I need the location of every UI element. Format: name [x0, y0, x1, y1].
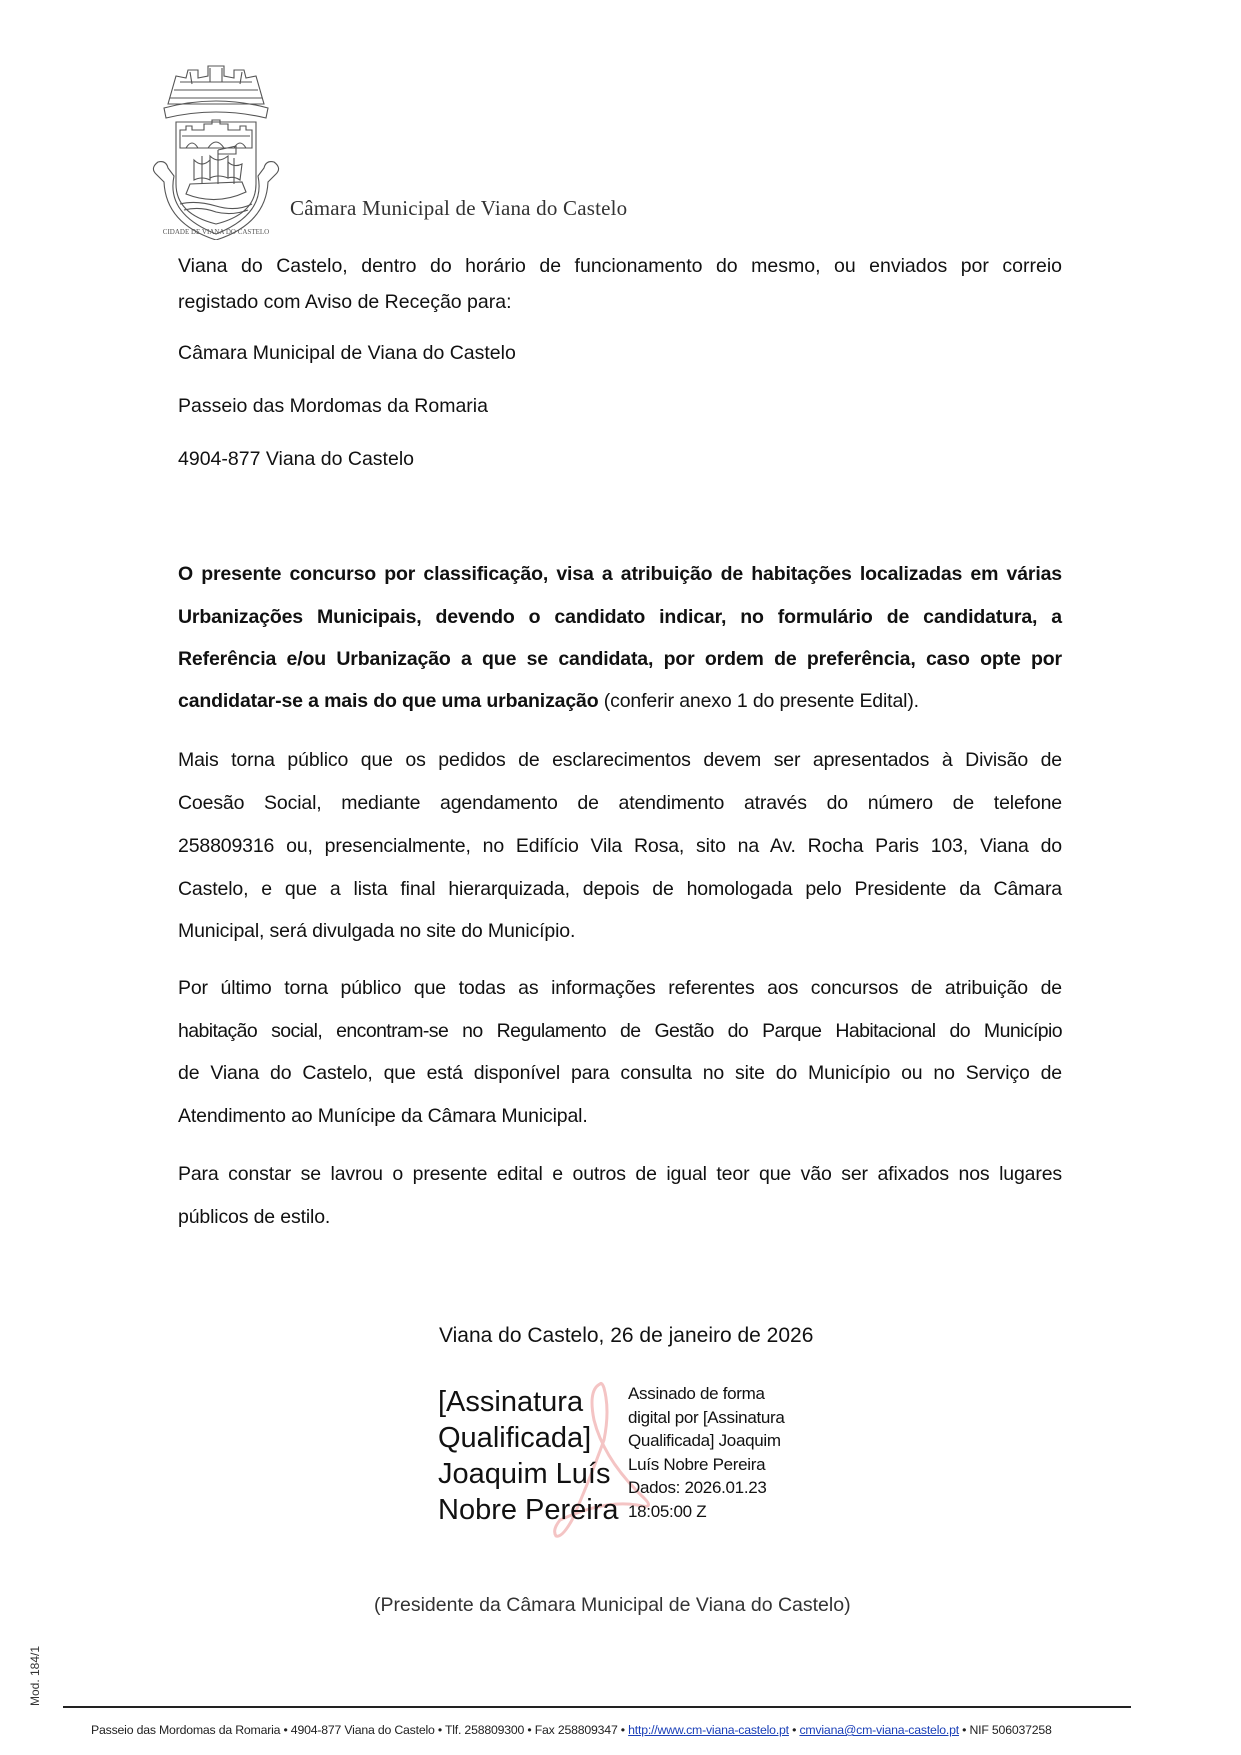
paragraph-line: Urbanizações Municipais, devendo o candidato indicar, no formulário de candidatura, a	[178, 606, 1062, 628]
place-date: Viana do Castelo, 26 de janeiro de 2026	[439, 1324, 814, 1347]
signer-name	[438, 1384, 619, 1528]
footer-separator: •	[788, 1723, 800, 1737]
signature-detail-line: Luís Nobre Pereira	[628, 1454, 766, 1474]
footer-divider	[63, 1706, 1131, 1708]
form-code: Mod. 184/1	[28, 1645, 42, 1706]
signature-detail-line: 18:05:00 Z	[628, 1501, 707, 1521]
bold-text: candidatar-se a mais do que uma urbanização	[178, 690, 599, 712]
coat-of-arms-icon	[146, 64, 286, 240]
signature-detail-line: Qualificada] Joaquim	[628, 1431, 781, 1450]
signer-name-line: Joaquim Luís	[438, 1458, 611, 1490]
intro-line: Viana do Castelo, dentro do horário de funcionamento do mesmo, ou enviados por correio	[178, 255, 1062, 277]
footer-nif: • NIF 506037258	[958, 1723, 1052, 1737]
paragraph-line: Coesão Social, mediante agendamento de atendimento através do número de telefone	[178, 792, 1062, 814]
signature-detail-line: digital por [Assinatura	[628, 1407, 785, 1427]
email-link[interactable]: cmviana@cm-viana-castelo.pt	[799, 1723, 959, 1737]
address-line: 4904-877 Viana do Castelo	[178, 448, 414, 470]
signer-name-line: [Assinatura	[438, 1386, 584, 1418]
paragraph-line: Referência e/ou Urbanização a que se candidata, por ordem de preferência, caso opte por	[178, 648, 1062, 670]
organization-name: Câmara Municipal de Viana do Castelo	[290, 196, 628, 220]
signature-detail-line: Assinado de forma	[628, 1384, 765, 1403]
website-link[interactable]: http://www.cm-viana-castelo.pt	[628, 1723, 789, 1737]
signer-role: (Presidente da Câmara Municipal de Viana do Castelo)	[374, 1594, 851, 1616]
signature-detail-line: Dados: 2026.01.23	[628, 1478, 767, 1497]
paragraph-line	[178, 692, 1062, 712]
paragraph-line: O presente concurso por classificação, visa a atribuição de habitações localizadas em várias	[178, 563, 1062, 585]
signer-name-line: Qualificada]	[438, 1422, 592, 1454]
paragraph-line: públicos de estilo.	[178, 1206, 331, 1228]
paragraph-line: de Viana do Castelo, que está disponível para consulta no site do Município ou no Serviço de	[178, 1062, 1062, 1084]
paragraph-line: habitação social, encontram-se no Regulamento de Gestão do Parque Habitacional do Município	[178, 1020, 1062, 1042]
paragraph-line: Mais torna público que os pedidos de esclarecimentos devem ser apresentados à Divisão de	[178, 749, 1062, 771]
paragraph-line: Castelo, e que a lista final hierarquizada, depois de homologada pelo Presidente da Câmara	[178, 878, 1062, 900]
footer-address: Passeio das Mordomas da Romaria • 4904-877 Viana do Castelo • Tlf. 258809300 • Fax 258809347 •	[91, 1723, 629, 1737]
footer-contact	[91, 1723, 1052, 1737]
address-line: Câmara Municipal de Viana do Castelo	[178, 342, 516, 364]
paragraph-line: Atendimento ao Munícipe da Câmara Municipal.	[178, 1105, 588, 1127]
intro-line: registado com Aviso de Receção para:	[178, 291, 512, 313]
digital-signature-details	[628, 1382, 785, 1523]
paragraph-line: 258809316 ou, presencialmente, no Edifício Vila Rosa, sito na Av. Rocha Paris 103, Viana do	[178, 835, 1062, 857]
annex-reference: (conferir anexo 1 do presente Edital).	[598, 690, 919, 712]
paragraph-line: Municipal, será divulgada no site do Município.	[178, 920, 576, 942]
paragraph-line: Por último torna público que todas as informações referentes aos concursos de atribuição de	[178, 977, 1062, 999]
signer-name-line: Nobre Pereira	[438, 1494, 619, 1526]
paragraph-line: Para constar se lavrou o presente edital e outros de igual teor que vão ser afixados nos lugares	[178, 1163, 1062, 1185]
crest-motto: CIDADE DE VIANA DO CASTELO	[162, 228, 270, 236]
address-line: Passeio das Mordomas da Romaria	[178, 395, 488, 417]
